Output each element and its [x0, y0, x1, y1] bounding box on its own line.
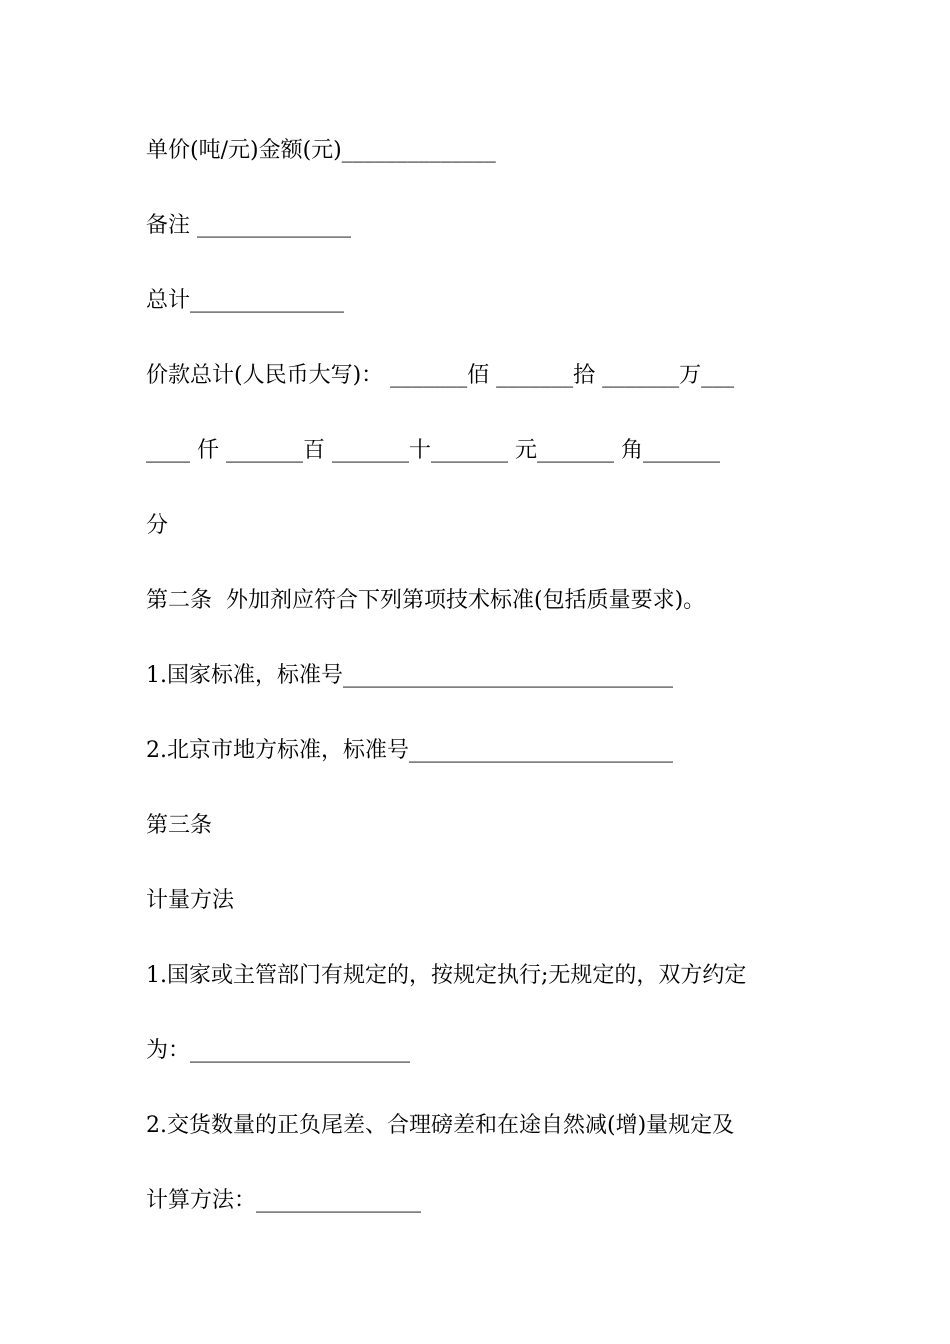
article-two-heading: 第二条 外加剂应符合下列第项技术标准(包括质量要求)。 — [146, 588, 706, 613]
measurement-rule-1: 1.国家或主管部门有规定的，按规定执行;无规定的，双方约定 — [146, 963, 747, 988]
total-line: 总计______________ — [146, 288, 345, 313]
price-total-words-line: 价款总计(人民币大写)： _______佰 _______拾 _______万___ — [146, 363, 735, 388]
unit-price-amount-line: 单价(吨/元)金额(元)______________ — [146, 138, 496, 163]
measurement-rule-2: 2.交货数量的正负尾差、合理磅差和在途自然减(增)量规定及 — [146, 1113, 735, 1138]
beijing-standard-line: 2.北京市地方标准，标准号________________________ — [146, 738, 673, 763]
remarks-line: 备注 ______________ — [146, 213, 351, 238]
national-standard-line: 1.国家标准，标准号______________________________ — [146, 663, 673, 688]
measurement-method-heading: 计量方法 — [146, 888, 235, 913]
measurement-rule-1-cont: 为：____________________ — [146, 1038, 411, 1063]
article-three-heading: 第三条 — [146, 813, 213, 838]
price-total-words-line-3: 分 — [146, 513, 169, 538]
measurement-rule-2-cont: 计算方法：_______________ — [146, 1188, 422, 1213]
price-total-words-line-2: ____ 仟 _______百 _______十_______ 元_______ 角_______ — [146, 438, 720, 463]
